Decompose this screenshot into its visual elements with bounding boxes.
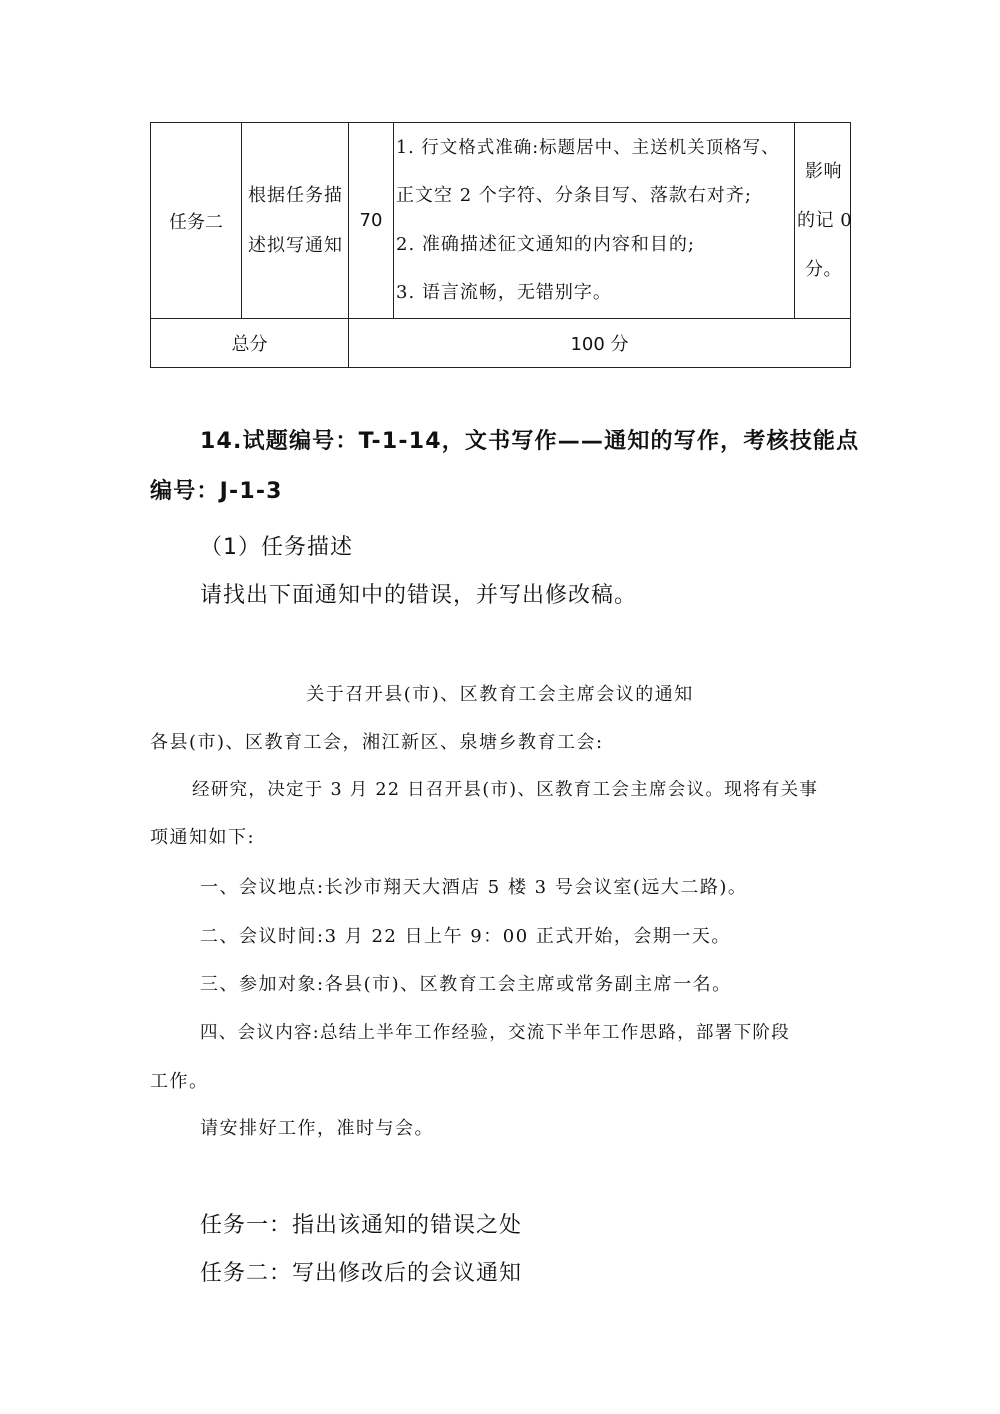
task-one: 任务一：指出该通知的错误之处 bbox=[200, 1213, 523, 1238]
section-heading: （1）任务描述 bbox=[200, 535, 353, 560]
notice-intro-continued: 项通知如下: bbox=[150, 827, 256, 848]
note-line: 影响 bbox=[805, 161, 842, 182]
instruction-text: 请找出下面通知中的错误，并写出修改稿。 bbox=[200, 583, 638, 608]
requirement-line: 正文空 2 个字符、分条目写、落款右对齐; bbox=[396, 185, 752, 206]
note-line: 分。 bbox=[805, 259, 842, 280]
task-name-cell: 任务二 bbox=[151, 123, 242, 319]
total-row bbox=[151, 319, 851, 368]
notice-closing: 请安排好工作，准时与会。 bbox=[200, 1118, 434, 1139]
notice-item-location: 一、会议地点:长沙市翔天大酒店 5 楼 3 号会议室(远大二路)。 bbox=[200, 877, 748, 898]
task-content-line: 根据任务描 bbox=[248, 184, 343, 206]
requirement-line: 3. 语言流畅，无错别字。 bbox=[396, 282, 612, 303]
notice-item-time: 二、会议时间:3 月 22 日上午 9：00 正式开始，会期一天。 bbox=[200, 926, 731, 947]
requirement-line: 1. 行文格式准确:标题居中、主送机关顶格写、 bbox=[396, 137, 780, 158]
scoring-table bbox=[150, 122, 851, 368]
requirement-line: 2. 准确描述征文通知的内容和目的; bbox=[396, 233, 695, 255]
notice-title: 关于召开县(市)、区教育工会主席会议的通知 bbox=[306, 684, 694, 705]
note-cell bbox=[795, 123, 851, 319]
notice-recipients: 各县(市)、区教育工会，湘江新区、泉塘乡教育工会: bbox=[150, 732, 604, 753]
note-line: 的记 0 bbox=[797, 210, 853, 231]
notice-intro: 经研究，决定于 3 月 22 日召开县(市)、区教育工会主席会议。现将有关事 bbox=[192, 780, 819, 800]
notice-item-content-continued: 工作。 bbox=[150, 1071, 209, 1092]
notice-item-content: 四、会议内容:总结上半年工作经验，交流下半年工作思路，部署下阶段 bbox=[200, 1023, 790, 1043]
score-cell: 70 bbox=[349, 123, 394, 319]
notice-item-participants: 三、参加对象:各县(市)、区教育工会主席或常务副主席一名。 bbox=[200, 974, 732, 995]
task-content-line: 述拟写通知 bbox=[248, 234, 343, 256]
task-two: 任务二：写出修改后的会议通知 bbox=[200, 1261, 523, 1286]
question-title: 14.试题编号：T-1-14，文书写作——通知的写作，考核技能点 bbox=[200, 429, 860, 454]
total-label: 总分 bbox=[151, 319, 349, 368]
task-content-cell bbox=[242, 123, 349, 319]
table-row bbox=[151, 123, 851, 319]
requirements-cell bbox=[394, 123, 795, 319]
total-value: 100 分 bbox=[349, 319, 851, 368]
question-title-continued: 编号：J-1-3 bbox=[150, 479, 283, 504]
